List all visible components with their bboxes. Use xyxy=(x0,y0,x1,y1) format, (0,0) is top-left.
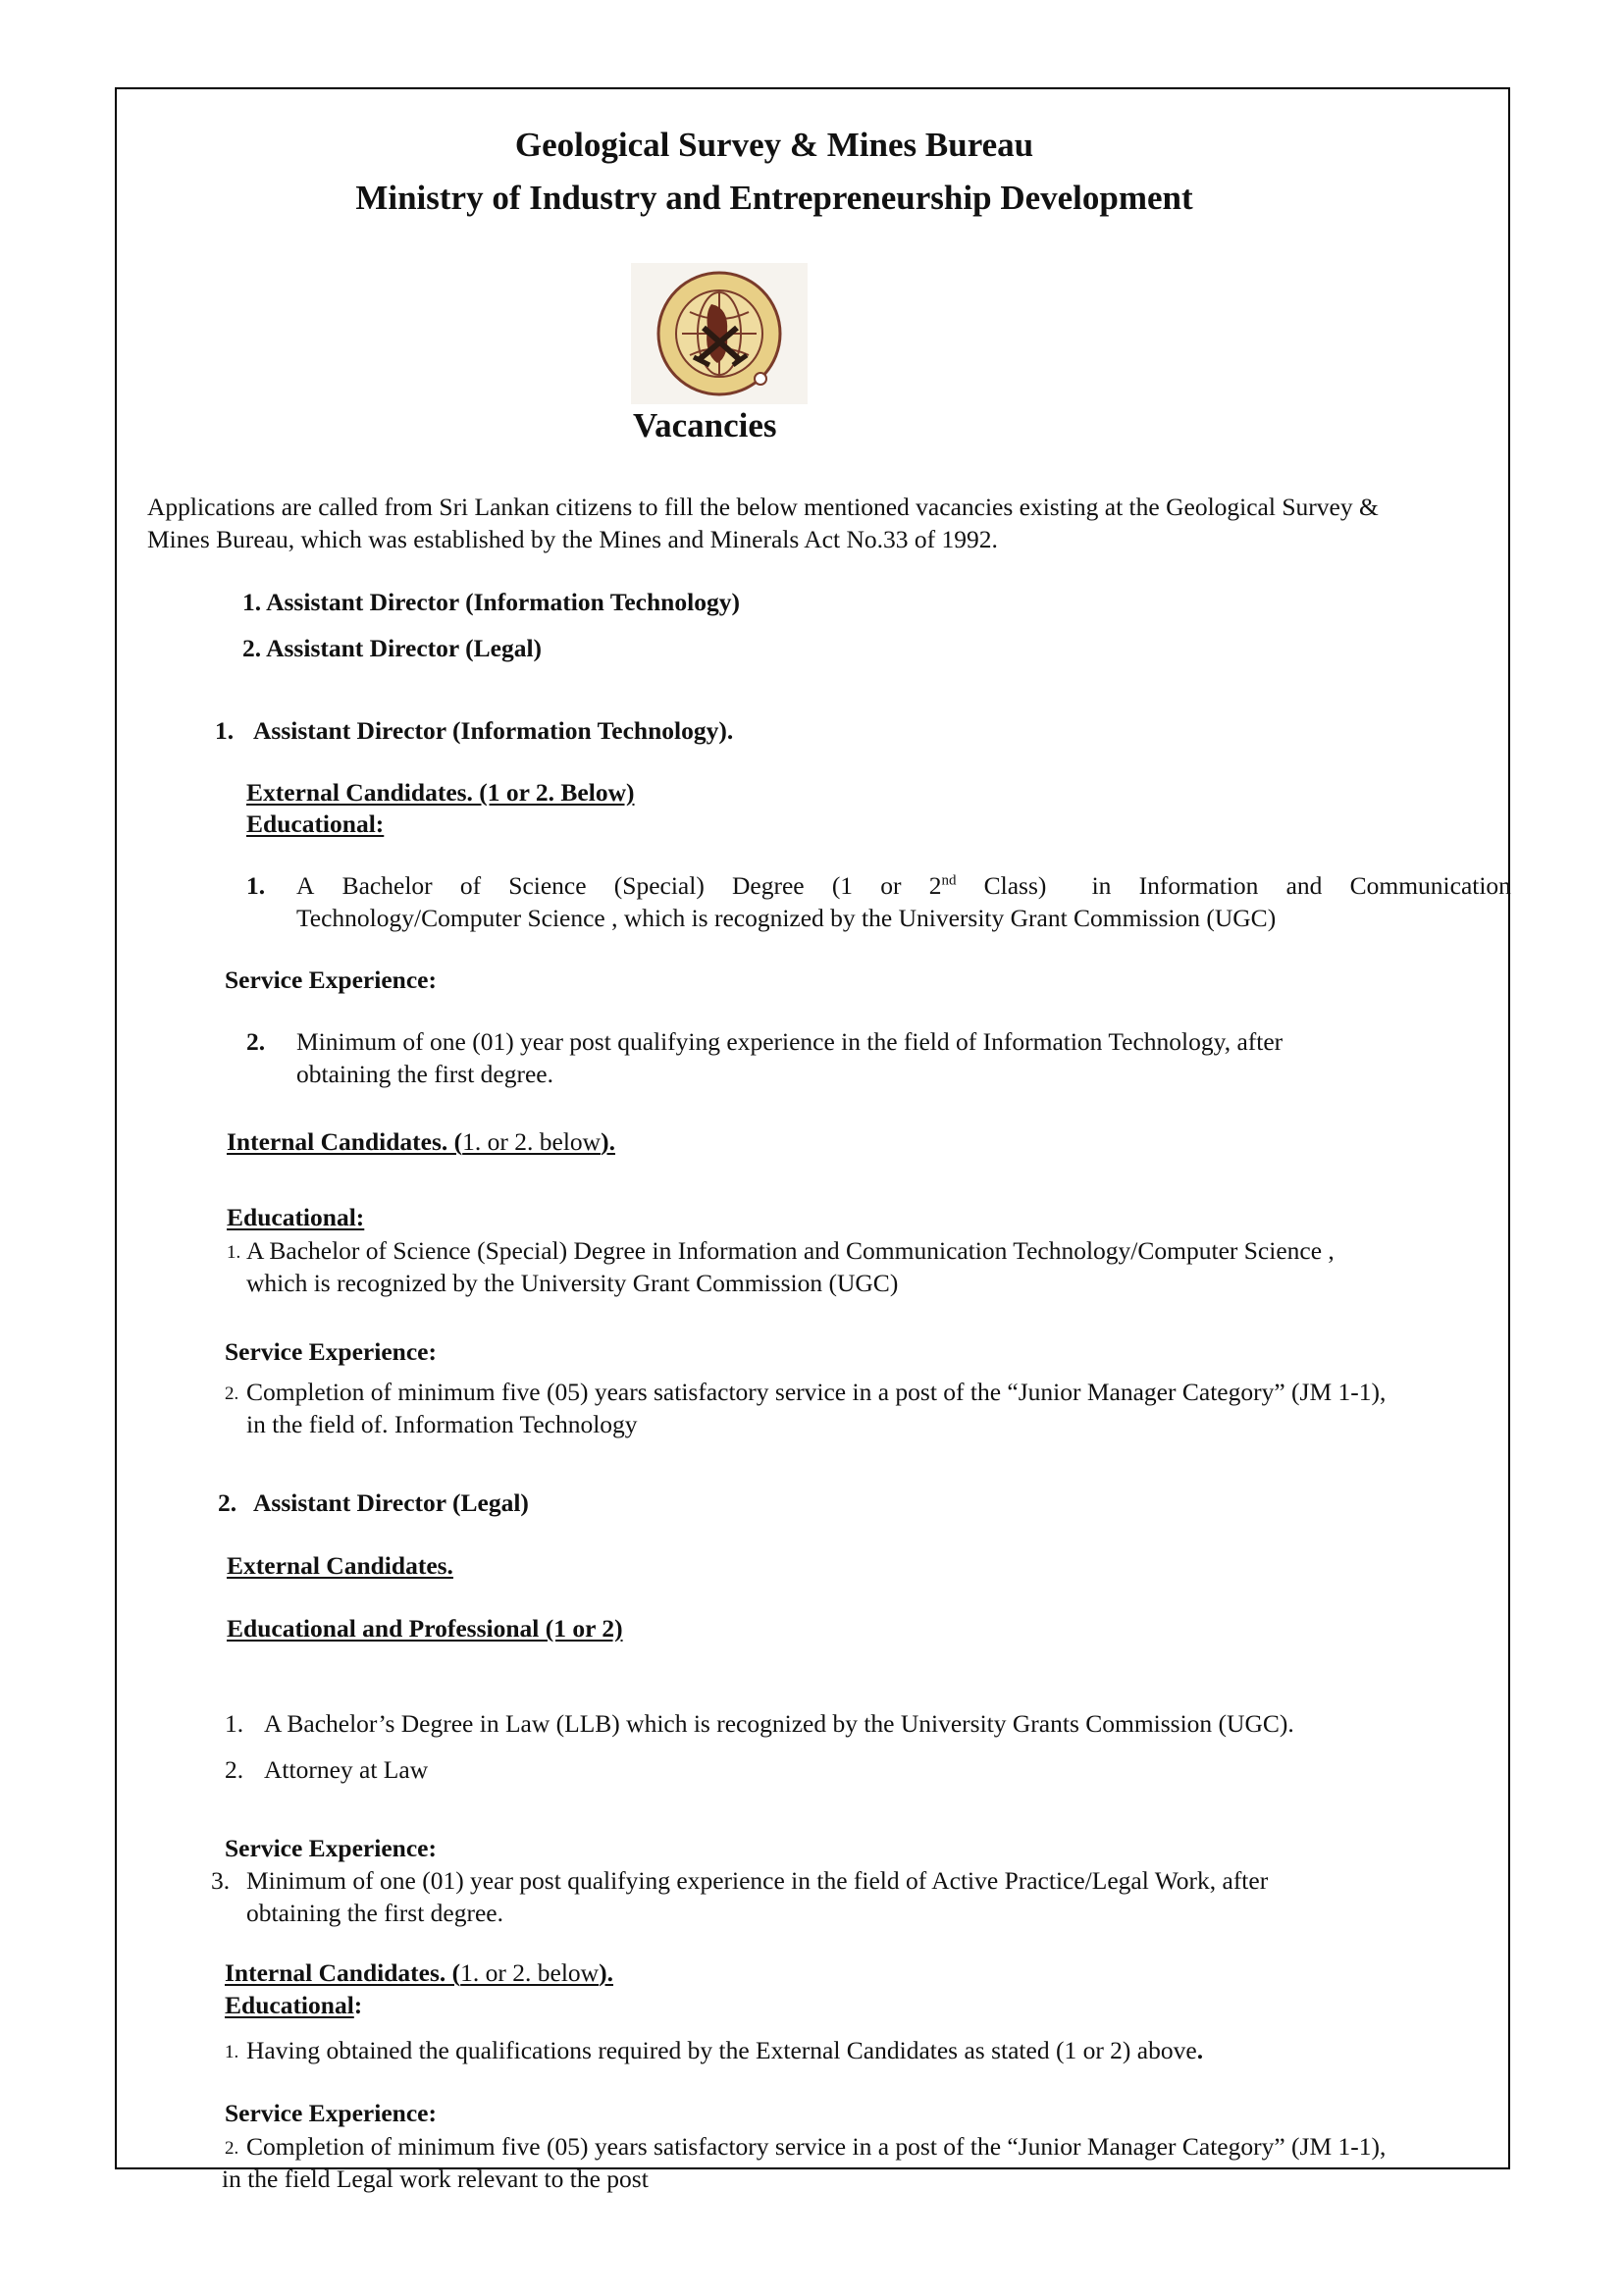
legal-experience-line-2: obtaining the first degree. xyxy=(246,1899,503,1927)
toc-item-legal: 2. Assistant Director (Legal) xyxy=(242,634,543,662)
internal-educational-heading: Educational: xyxy=(227,1203,365,1231)
internal-service-line-1: Completion of minimum five (05) years satisfactory service in a post of the “Junior Manager Category” (JM 1-1), xyxy=(246,2132,1387,2161)
word: Bachelor xyxy=(341,871,433,900)
word: (1 xyxy=(831,871,854,900)
word: (Special) xyxy=(613,871,705,900)
word: Degree xyxy=(732,871,805,900)
ministry-name: Ministry of Industry and Entrepreneurship Development xyxy=(355,179,1193,217)
word: and xyxy=(1285,871,1323,900)
word: of xyxy=(459,871,482,900)
edu-prof-heading: Educational and Professional (1 or 2) xyxy=(227,1614,623,1643)
attorney-requirement: Attorney at Law xyxy=(264,1755,429,1784)
heading-end: ). xyxy=(601,1127,615,1156)
heading-range: 1. or 2. below xyxy=(460,1958,600,1987)
list-number: 2. xyxy=(225,2138,239,2159)
heading-end: ). xyxy=(599,1958,613,1987)
llb-requirement: A Bachelor’s Degree in Law (LLB) which is recognized by the University Grants Commission (UGC). xyxy=(264,1709,1294,1738)
section-2-title: Assistant Director (Legal) xyxy=(253,1488,529,1517)
internal-educational-heading xyxy=(225,1990,362,2021)
degree-requirement-line-2: Technology/Computer Science , which is recognized by the University Grant Commission (UGC) xyxy=(296,904,1277,932)
list-number: 2. xyxy=(225,1755,244,1784)
experience-line-1: Minimum of one (01) year post qualifying experience in the field of Information Technology, after xyxy=(296,1027,1283,1056)
word: A xyxy=(296,871,315,900)
list-number: 3. xyxy=(211,1866,231,1895)
qualification-text: Having obtained the qualifications required by the External Candidates as stated (1 or 2) above xyxy=(246,2036,1197,2064)
org-name: Geological Survey & Mines Bureau xyxy=(514,126,1034,164)
educational-heading: Educational: xyxy=(246,809,385,838)
internal-qualification xyxy=(246,2035,1203,2066)
internal-degree-line-1: A Bachelor of Science (Special) Degree in Information and Communication Technology/Computer Science , xyxy=(246,1236,1335,1265)
heading-text: Educational xyxy=(225,1991,354,2019)
section-1-title: Assistant Director (Information Technology). xyxy=(253,716,734,745)
internal-candidates-heading xyxy=(225,1957,613,1989)
qualification-end: . xyxy=(1196,2036,1204,2064)
service-experience-heading: Service Experience: xyxy=(225,1834,437,1862)
internal-service-line-2: in the field Legal work relevant to the post xyxy=(222,2165,649,2193)
word: Communication xyxy=(1349,871,1511,900)
section-2-number: 2. xyxy=(218,1488,237,1517)
page-title: Vacancies xyxy=(633,406,777,444)
list-number: 2. xyxy=(225,1383,239,1404)
external-candidates-heading: External Candidates. (1 or 2. Below) xyxy=(246,778,635,807)
internal-service-line-1: Completion of minimum five (05) years satisfactory service in a post of the “Junior Manager Category” (JM 1-1), xyxy=(246,1378,1387,1406)
ordinal-number: 2 xyxy=(928,871,942,900)
intro-line-2: Mines Bureau, which was established by the Mines and Minerals Act No.33 of 1992. xyxy=(147,525,998,553)
word: or xyxy=(880,871,902,900)
word: Science xyxy=(508,871,587,900)
internal-service-line-2: in the field of. Information Technology xyxy=(246,1410,638,1438)
list-number: 1. xyxy=(246,871,266,900)
word: Class) xyxy=(983,871,1047,900)
gsmb-seal-icon xyxy=(631,263,808,404)
word: Information xyxy=(1138,871,1259,900)
heading-text: Internal Candidates. ( xyxy=(225,1958,461,1987)
list-number: 2. xyxy=(246,1027,266,1056)
heading-range: 1. or 2. below xyxy=(462,1127,602,1156)
heading-text: Internal Candidates. ( xyxy=(227,1127,463,1156)
gsmb-logo xyxy=(631,263,808,404)
class-ordinal xyxy=(929,870,957,902)
degree-requirement-line-1 xyxy=(296,870,1511,902)
service-experience-heading: Service Experience: xyxy=(225,965,437,994)
section-1-number: 1. xyxy=(215,716,235,745)
toc-item-it: 1. Assistant Director (Information Technology) xyxy=(242,588,740,616)
internal-service-heading: Service Experience: xyxy=(225,2099,437,2127)
word: in xyxy=(1091,871,1112,900)
internal-candidates-heading xyxy=(227,1126,615,1158)
ordinal-suffix: nd xyxy=(941,872,957,889)
list-number: 1. xyxy=(225,1709,244,1738)
list-number: 1. xyxy=(225,2042,239,2062)
list-number: 1. xyxy=(227,1242,241,1263)
heading-colon: : xyxy=(353,1991,363,2019)
intro-line-1: Applications are called from Sri Lankan citizens to fill the below mentioned vacancies existing at the Geological Survey & xyxy=(147,493,1379,521)
legal-experience-line-1: Minimum of one (01) year post qualifying experience in the field of Active Practice/Legal Work, after xyxy=(246,1866,1269,1895)
experience-line-2: obtaining the first degree. xyxy=(296,1060,553,1088)
internal-degree-line-2: which is recognized by the University Grant Commission (UGC) xyxy=(246,1269,899,1297)
internal-service-heading: Service Experience: xyxy=(225,1337,437,1366)
external-candidates-heading: External Candidates. xyxy=(227,1551,453,1580)
